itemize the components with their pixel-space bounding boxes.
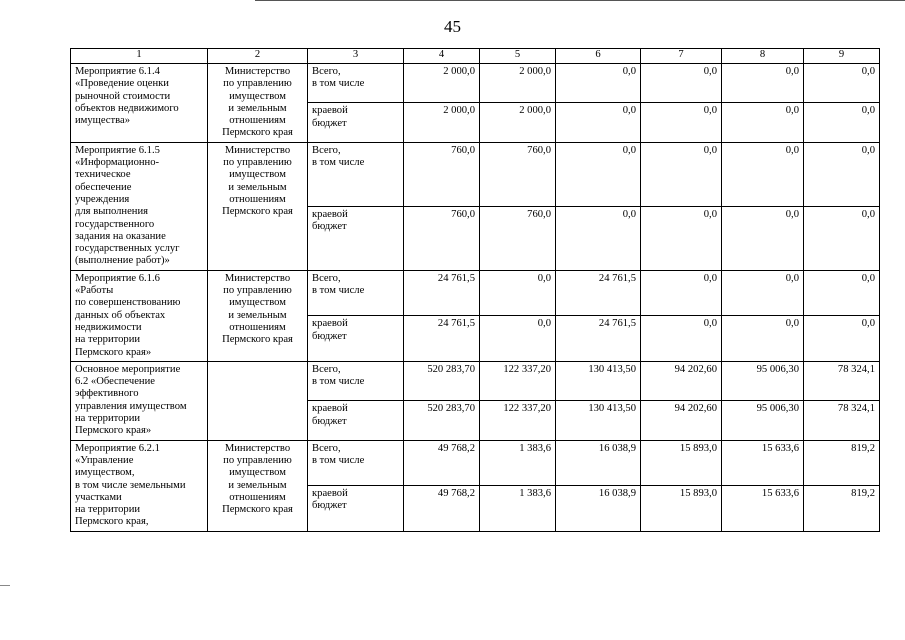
column-header: 2 [208,49,308,64]
value-year: 2 000,0 [480,64,556,103]
value-year: 0,0 [641,64,722,103]
value-year: 819,2 [804,486,880,532]
funding-source: Всего, в том числе [308,270,404,316]
value-year: 0,0 [722,64,804,103]
page-number: 45 [444,17,461,36]
value-total: 49 768,2 [404,440,480,486]
value-year: 819,2 [804,440,880,486]
value-year: 1 383,6 [480,486,556,532]
executor: Министерство по управлению имуществом и земельным отношениям Пермского края [208,440,308,531]
value-year: 78 324,1 [804,401,880,440]
column-header: 9 [804,49,880,64]
funding-source: Всего, в том числе [308,64,404,103]
funding-source: Всего, в том числе [308,142,404,206]
value-year: 760,0 [480,142,556,206]
funding-source: Всего, в том числе [308,440,404,486]
value-year: 0,0 [556,206,641,270]
column-header: 7 [641,49,722,64]
column-header: 3 [308,49,404,64]
value-year: 15 633,6 [722,440,804,486]
event-name: Мероприятие 6.1.4 «Проведение оценки рыночной стоимости объектов недвижимого имущества» [71,64,208,143]
column-header: 4 [404,49,480,64]
value-year: 0,0 [480,316,556,362]
top-rule [255,0,905,1]
value-year: 0,0 [556,142,641,206]
value-total: 760,0 [404,142,480,206]
value-year: 0,0 [804,142,880,206]
value-year: 0,0 [641,103,722,142]
value-year: 130 413,50 [556,361,641,400]
event-name: Мероприятие 6.1.6 «Работы по совершенствованию данных об объектах недвижимости на территории Пермского края» [71,270,208,361]
value-year: 95 006,30 [722,401,804,440]
funding-source: краевой бюджет [308,401,404,440]
value-year: 0,0 [641,270,722,316]
funding-source: Всего, в том числе [308,361,404,400]
value-year: 16 038,9 [556,440,641,486]
value-year: 15 893,0 [641,486,722,532]
value-year: 0,0 [722,103,804,142]
column-header: 6 [556,49,641,64]
value-year: 0,0 [641,142,722,206]
value-year: 2 000,0 [480,103,556,142]
value-total: 760,0 [404,206,480,270]
value-total: 520 283,70 [404,401,480,440]
value-year: 15 893,0 [641,440,722,486]
value-year: 0,0 [722,316,804,362]
event-name: Мероприятие 6.2.1 «Управление имуществом, в том числе земельными участками на территории Пермского края, [71,440,208,531]
column-header: 8 [722,49,804,64]
executor: Министерство по управлению имуществом и земельным отношениям Пермского края [208,64,308,143]
table-row [71,440,880,486]
value-year: 16 038,9 [556,486,641,532]
value-year: 0,0 [480,270,556,316]
margin-mark [0,585,10,586]
value-year: 24 761,5 [556,270,641,316]
funding-source: краевой бюджет [308,206,404,270]
value-year: 0,0 [804,316,880,362]
value-year: 0,0 [804,206,880,270]
table-row [71,270,880,316]
value-year: 0,0 [722,206,804,270]
value-total: 24 761,5 [404,270,480,316]
funding-source: краевой бюджет [308,103,404,142]
table-row [71,64,880,103]
value-year: 0,0 [722,142,804,206]
column-header: 5 [480,49,556,64]
table-row [71,142,880,206]
value-year: 122 337,20 [480,401,556,440]
value-year: 122 337,20 [480,361,556,400]
value-year: 130 413,50 [556,401,641,440]
value-total: 2 000,0 [404,103,480,142]
value-year: 0,0 [556,64,641,103]
header-row [71,49,880,64]
executor [208,361,308,440]
value-year: 0,0 [641,206,722,270]
value-year: 0,0 [556,103,641,142]
value-year: 0,0 [804,64,880,103]
value-total: 520 283,70 [404,361,480,400]
value-year: 0,0 [641,316,722,362]
value-year: 15 633,6 [722,486,804,532]
budget-table [70,48,880,532]
value-year: 0,0 [804,270,880,316]
value-year: 760,0 [480,206,556,270]
value-year: 0,0 [722,270,804,316]
funding-source: краевой бюджет [308,486,404,532]
value-total: 2 000,0 [404,64,480,103]
event-name: Мероприятие 6.1.5 «Информационно- техническое обеспечение учреждения для выполнения государственного задания на оказание государственных услуг (выполнение работ)» [71,142,208,270]
value-year: 95 006,30 [722,361,804,400]
value-year: 78 324,1 [804,361,880,400]
value-year: 1 383,6 [480,440,556,486]
value-total: 49 768,2 [404,486,480,532]
value-year: 0,0 [804,103,880,142]
executor: Министерство по управлению имуществом и земельным отношениям Пермского края [208,270,308,361]
column-header: 1 [71,49,208,64]
value-year: 94 202,60 [641,361,722,400]
value-year: 24 761,5 [556,316,641,362]
event-name: Основное мероприятие 6.2 «Обеспечение эффективного управления имуществом на территории Пермского края» [71,361,208,440]
value-year: 94 202,60 [641,401,722,440]
executor: Министерство по управлению имуществом и земельным отношениям Пермского края [208,142,308,270]
table-row [71,361,880,400]
funding-source: краевой бюджет [308,316,404,362]
value-total: 24 761,5 [404,316,480,362]
